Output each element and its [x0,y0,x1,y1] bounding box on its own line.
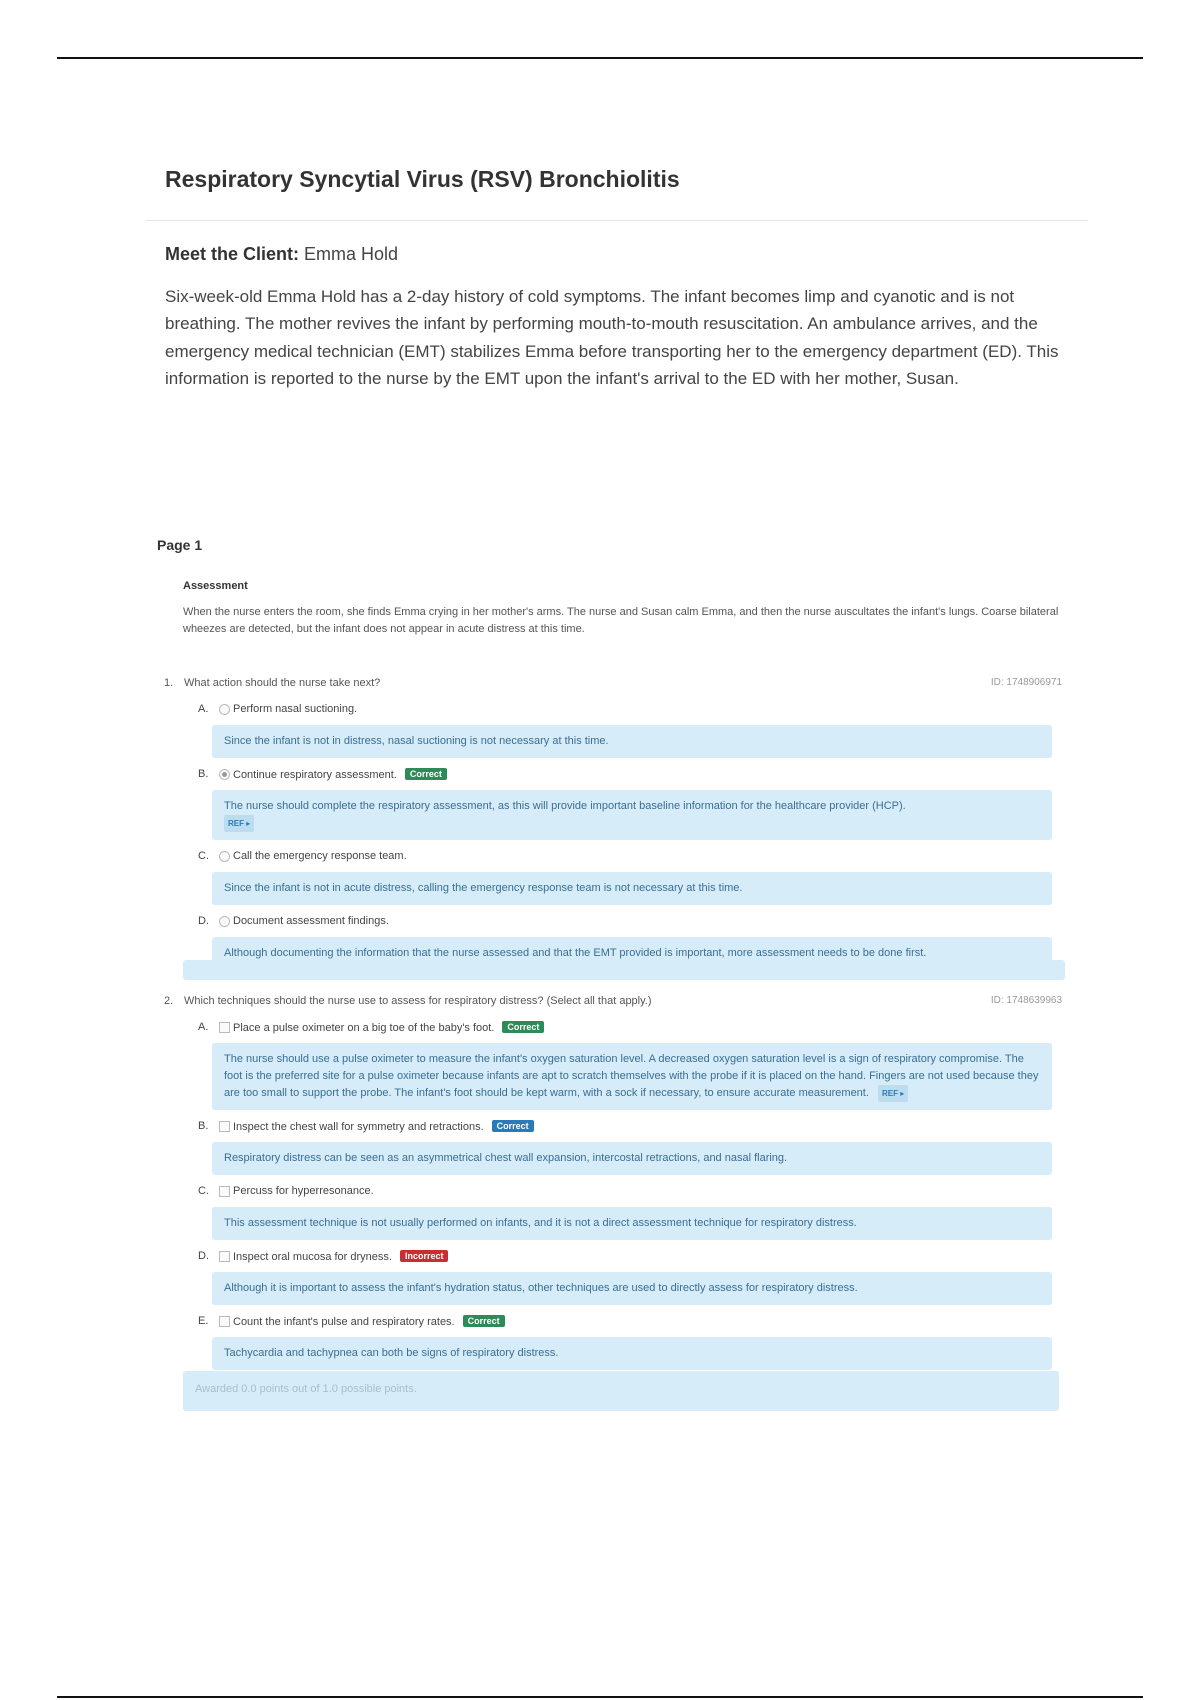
feedback-text: The nurse should complete the respiratory assessment, as this will provide important baseline information for the healthcare provider (HCP). [224,800,906,812]
checkbox[interactable] [219,1186,230,1197]
question-header [162,995,1062,1015]
meet-the-client [165,244,398,265]
option-text: Perform nasal suctioning. [233,703,358,715]
option-text: Call the emergency response team. [233,850,407,862]
question-id: ID: 1748639963 [990,995,1062,1006]
question-2 [162,995,1062,1376]
title-divider [146,220,1088,221]
option-text [233,1021,544,1034]
document-title: Respiratory Syncytial Virus (RSV) Bronchiolitis [165,166,680,192]
question-1 [162,677,1062,976]
option-text [233,1120,534,1133]
option-feedback [212,1142,1052,1175]
question-number: 2. [164,995,174,1007]
radio-button[interactable] [219,704,230,715]
option-text [233,1250,448,1263]
option-d[interactable] [162,1246,1062,1268]
option-c[interactable] [162,846,1062,868]
checkbox[interactable] [219,1316,230,1327]
feedback-text: The nurse should use a pulse oximeter to measure the infant's oxygen saturation level. A decreased oxygen saturation level is a sign of respiratory compromise. The foot is the preferred site for a pulse oximeter because infants are apt to scratch themselves with the probe if it is placed on the hand. Fingers are not used because they are too small to support the probe. The infant's foot should be kept warm, with a sock if necessary, to ensure accurate measurement. [224,1053,1039,1099]
correct-badge: Correct [405,768,447,780]
question-number: 1. [164,677,174,689]
reference-link[interactable]: REF ▸ [878,1085,908,1102]
correct-badge: Correct [502,1021,544,1033]
option-label: Inspect oral mucosa for dryness. [233,1251,392,1263]
feedback-text: Respiratory distress can be seen as an asymmetrical chest wall expansion, intercostal retractions, and nasal flaring. [224,1152,788,1164]
option-letter: B. [198,1120,209,1132]
bottom-rule [57,1696,1143,1698]
checkbox[interactable] [219,1121,230,1132]
option-text: Document assessment findings. [233,915,389,927]
question-header [162,677,1062,697]
option-text [233,768,447,781]
option-c[interactable] [162,1181,1062,1203]
option-feedback [212,1337,1052,1370]
points-strip-question-1 [183,960,1065,980]
feedback-text: Although documenting the information that the nurse assessed and that the EMT provided is important, more assessment needs to be done first. [224,947,927,959]
top-rule [57,57,1143,59]
radio-button-selected[interactable] [219,769,230,780]
assessment-heading: Assessment [183,580,248,592]
option-letter: B. [198,768,209,780]
option-b[interactable] [162,1116,1062,1138]
option-label: Place a pulse oximeter on a big toe of the baby's foot. [233,1022,495,1034]
option-letter: A. [198,1021,209,1033]
option-label: Inspect the chest wall for symmetry and retractions. [233,1121,484,1133]
option-text [233,1315,505,1328]
feedback-text: Since the infant is not in acute distress, calling the emergency response team is not necessary at this time. [224,882,743,894]
checkbox[interactable] [219,1022,230,1033]
question-id: ID: 1748906971 [990,677,1062,688]
client-label: Meet the Client: [165,244,300,264]
checkbox[interactable] [219,1251,230,1262]
reference-link[interactable]: REF ▸ [224,815,254,832]
page-label: Page 1 [157,537,203,553]
points-awarded: Awarded 0.0 points out of 1.0 possible points. [183,1371,1059,1411]
option-feedback [212,872,1052,905]
option-a[interactable] [162,699,1062,721]
option-feedback [212,1043,1052,1110]
correct-badge: Correct [492,1120,534,1132]
correct-badge: Correct [463,1315,505,1327]
option-letter: D. [198,915,209,927]
feedback-text: Since the infant is not in distress, nasal suctioning is not necessary at this time. [224,735,609,747]
option-b[interactable] [162,764,1062,786]
option-letter: E. [198,1315,209,1327]
option-letter: C. [198,850,209,862]
radio-button[interactable] [219,851,230,862]
option-d[interactable] [162,911,1062,933]
incorrect-badge: Incorrect [400,1250,449,1262]
question-text: What action should the nurse take next? [184,677,381,689]
option-feedback [212,1272,1052,1305]
client-intro: Six-week-old Emma Hold has a 2-day history of cold symptoms. The infant becomes limp and cyanotic and is not breathing. The mother revives the infant by performing mouth-to-mouth resuscitation. An ambulance arrives, and the emergency medical technician (EMT) stabilizes Emma before transporting her to the emergency department (ED). This information is reported to the nurse by the EMT upon the infant's arrival to the ED with her mother, Susan. [165,287,1059,388]
option-letter: C. [198,1185,209,1197]
option-feedback [212,725,1052,758]
assessment-text: When the nurse enters the room, she finds Emma crying in her mother's arms. The nurse and Susan calm Emma, and then the nurse auscultates the infant's lungs. Coarse bilateral wheezes are detected, but the infant does not appear in acute distress at this time. [183,606,1059,635]
feedback-text: Tachycardia and tachypnea can both be signs of respiratory distress. [224,1347,559,1359]
client-name: Emma Hold [304,244,399,264]
option-text: Percuss for hyperresonance. [233,1185,374,1197]
option-label: Continue respiratory assessment. [233,769,397,781]
option-feedback [212,1207,1052,1240]
option-e[interactable] [162,1311,1062,1333]
option-letter: A. [198,703,209,715]
question-text: Which techniques should the nurse use to assess for respiratory distress? (Select all that apply.) [184,995,652,1007]
option-label: Count the infant's pulse and respiratory rates. [233,1316,455,1328]
feedback-text: Although it is important to assess the infant's hydration status, other techniques are used to directly assess for respiratory distress. [224,1282,858,1294]
option-a[interactable] [162,1017,1062,1039]
option-letter: D. [198,1250,209,1262]
radio-button[interactable] [219,916,230,927]
feedback-text: This assessment technique is not usually performed on infants, and it is not a direct assessment technique for respiratory distress. [224,1217,857,1229]
option-feedback [212,790,1052,840]
